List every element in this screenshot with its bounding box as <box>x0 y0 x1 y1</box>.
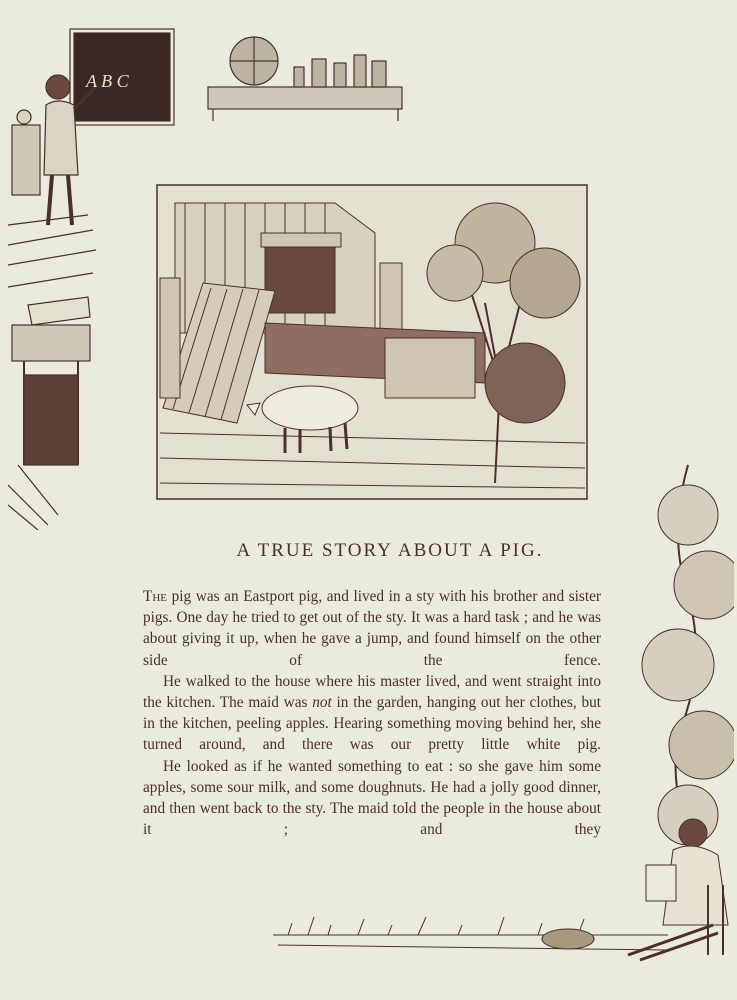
child-head <box>46 75 70 99</box>
paragraph-2 <box>143 671 601 756</box>
paragraph-3 <box>143 756 601 841</box>
paragraph-2-emphasis: not <box>312 694 332 712</box>
story-title: A TRUE STORY ABOUT A PIG. <box>236 540 544 561</box>
paragraph-2-before: He walked to the house where his master lived, and went straight into the kitchen. The maid was <box>143 672 601 712</box>
paragraph-1-text: pig was an Eastport pig, and lived in a sty with his brother and sister pigs. One day he tried to get out of the sty. It was a hard task ; and he was about giving it up, when he gave a jump, and found himself on the other side of the fence. <box>143 588 601 669</box>
paragraph-2-after: in the garden, hanging out her clothes, but in the kitchen, peeling apples. Hearing something moving behind her, she turned around, and there was our pretty little white pig. <box>143 694 601 754</box>
paragraph-3-text: He looked as if he wanted something to eat : so she gave him some apples, some sour milk, and some doughnuts. He had a jolly good dinner, and then went back to the sty. The maid told the people in the house about it ; and they <box>143 757 601 839</box>
story-body <box>143 586 601 840</box>
pig-engraving <box>155 183 589 501</box>
girl-head <box>679 819 707 847</box>
barn-window <box>265 238 335 313</box>
girl-book <box>646 865 676 901</box>
shelf <box>208 87 402 109</box>
blackboard-text: A B C <box>86 71 129 91</box>
paragraph-1-lead: The <box>143 588 168 605</box>
paragraph-1 <box>143 586 601 671</box>
